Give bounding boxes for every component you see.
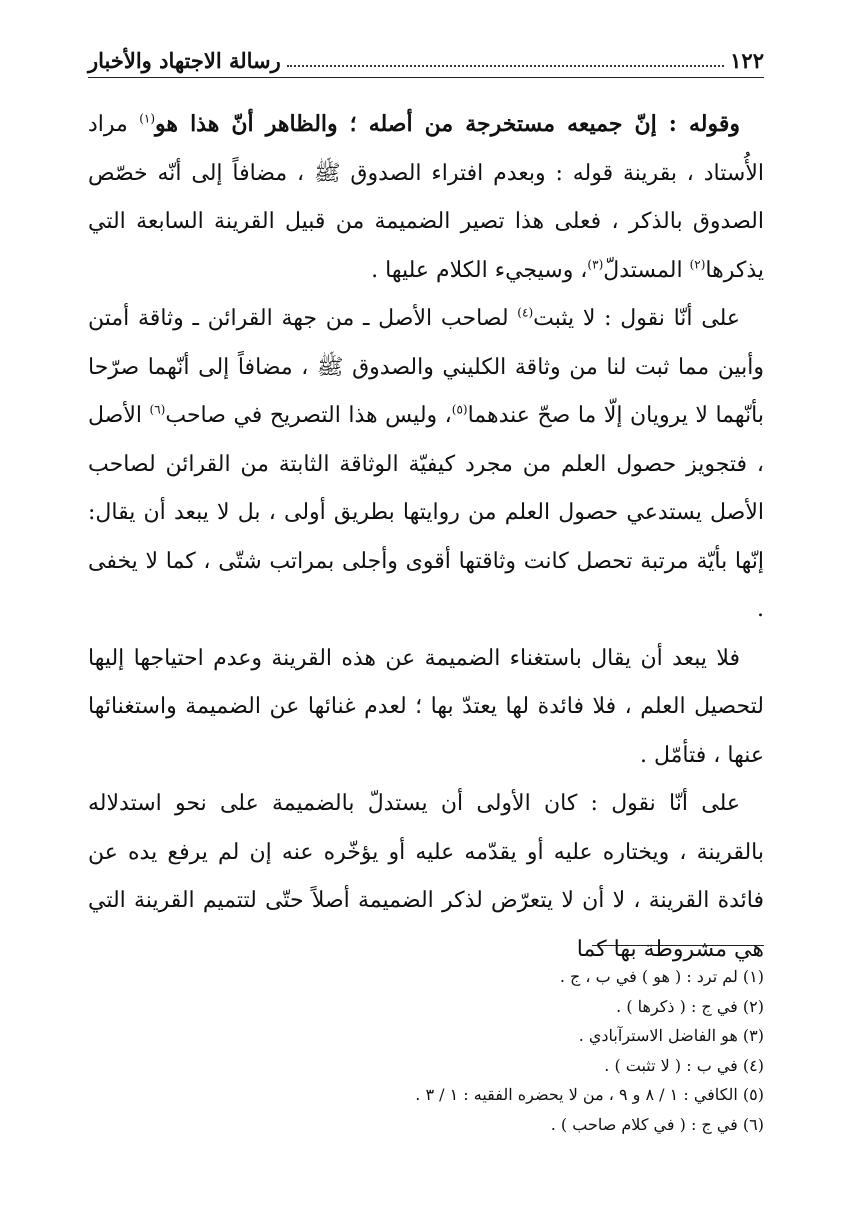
footnote-6: (٦) في ج : ( في كلام صاحب ) . xyxy=(550,1114,764,1134)
running-title: رسالة الاجتهاد والأخبار xyxy=(88,48,281,73)
paragraph-2 xyxy=(88,295,764,635)
paragraph-text: ، وليس هذا التصريح في صاحب xyxy=(165,403,452,428)
footnote-ref: (٤) xyxy=(517,305,534,320)
paragraph-text: المستدلّ xyxy=(603,257,690,283)
footnote-2: (٢) في ج : ( ذكرها ) . xyxy=(616,996,764,1016)
main-text xyxy=(88,100,764,974)
footnote-ref: (٣) xyxy=(587,257,604,272)
paragraph-text: مراد الأُستاد ، بقرينة قوله : وبعدم افتراء الصدوق ﷺ ، مضافاً إلى أنّه خصّص الصدوق بالذكر ، فعلى هذا تصير الضميمة من قبيل القرينة السابعة التي يذكرها xyxy=(88,112,764,283)
running-header xyxy=(88,38,764,78)
footnote-1: (١) لم ترد : ( هو ) في ب ، ج . xyxy=(559,967,764,986)
footnote-separator xyxy=(592,945,764,946)
footnote-ref: (٥) xyxy=(451,402,468,417)
paragraph-4: على أنّا نقول : كان الأولى أن يستدلّ بالضميمة على نحو استدلاله بالقرينة ، ويختاره عليه أو يقدّمه عليه أو يؤخّره عنه إن لم يرفع يده عن فائدة القرينة ، لا أن لا يتعرّض لذكر الضميمة أصلاً حتّى لتتميم القرينة التي هي مشروطة بها كما xyxy=(88,791,764,962)
footnote-4: (٤) في ب : ( لا تثبت ) . xyxy=(604,1055,764,1075)
footnotes xyxy=(88,962,764,1139)
footnote-5: (٥) الكافي : ١ / ٨ و ٩ ، من لا يحضره الفقيه : ١ / ٣ . xyxy=(415,1085,764,1104)
footnote-ref: (٢) xyxy=(689,257,706,272)
page-number: ١٢٢ xyxy=(730,48,764,73)
footnote-3: (٣) هو الفاضل الاسترآبادي . xyxy=(578,1026,764,1045)
footnote-ref: (٦) xyxy=(149,402,166,417)
paragraph-3: فلا يبعد أن يقال باستغناء الضميمة عن هذه القرينة وعدم احتياجها إليها لتحصيل العلم ، فلا فائدة لها يعتدّ بها ؛ لعدم غنائها عن الضميمة واستغنائها عنها ، فتأمّل . xyxy=(88,645,764,768)
paragraph-text: ، وسيجيء الكلام عليها . xyxy=(371,257,588,283)
quoted-statement: وقوله : إنّ جميعه مستخرجة من أصله ؛ والظاهر أنّ هذا هو xyxy=(155,111,740,137)
paragraph-text: لصاحب الأصل ـ من جهة القرائن ـ وثاقة أمتن وأبين مما ثبت لنا من وثاقة الكليني والصدوق ﷺ ، مضافاً إلى أنّهما صرّحا بأنّهما لا يرويان إلّا ما صحّ عندهما xyxy=(88,306,764,428)
footnote-ref: (١) xyxy=(139,111,156,126)
dotted-leader xyxy=(287,65,724,67)
paragraph-text: على أنّا نقول : لا يثبت xyxy=(533,306,741,331)
paragraph-1 xyxy=(88,100,764,295)
paragraph-text: الأصل ، فتجويز حصول العلم من مجرد كيفيّة الوثاقة الثابتة من القرائن لصاحب الأصل يستدعي حصول العلم من روايتها بطريق أولى ، بل لا يبعد أن يقال: إنّها بأيّة مرتبة تحصل كانت وثاقتها أقوى وأجلى بمراتب شتّى ، كما لا يخفى . xyxy=(88,403,764,622)
